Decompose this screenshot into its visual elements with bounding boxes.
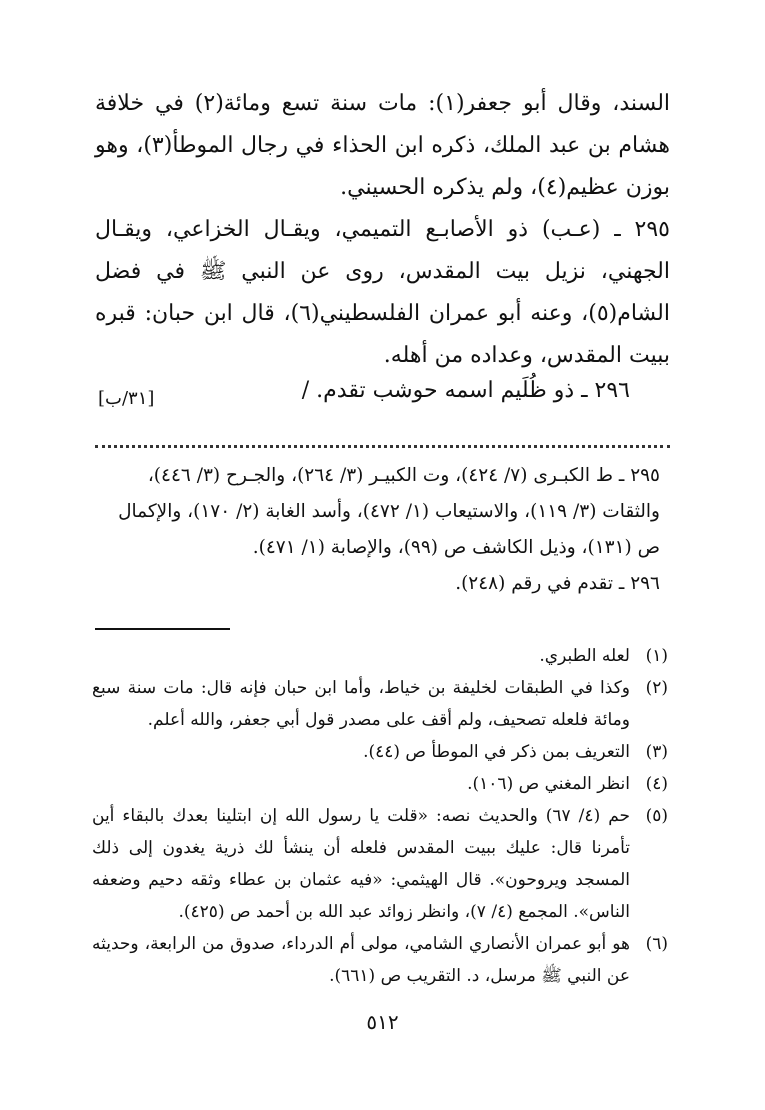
footnote (92, 768, 668, 800)
footnote-separator (95, 628, 230, 630)
footnote-number: (٢) (645, 678, 668, 698)
footnote-number: (٤) (645, 774, 668, 794)
intro-paragraph: السند، وقال أبو جعفر(١): مات سنة تسع ومائة(٢) في خلافة هشام بن عبد الملك، ذكره ابن الحذاء في رجال الموطأ(٣)، وهو بوزن عظيم(٤)، ولم يذكره الحسيني. (95, 91, 671, 200)
footnote-number: (٦) (645, 934, 668, 954)
footnote-text: انظر المغني ص (١٠٦). (467, 774, 630, 794)
page-number: ٥١٢ (366, 1010, 399, 1034)
footnote-number: (٥) (645, 806, 668, 826)
footnote (92, 800, 668, 928)
reference-295: ٢٩٥ ـ ط الكبـرى (٧/ ٤٢٤)، وت الكبيـر (٣/ ٢٦٤)، والجـرح (٣/ ٤٤٦)، والثقات (٣/ ١١٩)، والاستيعاب (١/ ٤٧٢)، وأسد الغابة (٢/ ١٧٠)، والإكمال ص (١٣١)، وذيل الكاشف ص (٩٩)، والإصابة (١/ ٤٧١). (118, 465, 660, 558)
footnote (92, 736, 668, 768)
dotted-separator (95, 445, 670, 448)
footnote-text: التعريف بمن ذكر في الموطأ ص (٤٤). (363, 742, 630, 762)
main-text (95, 83, 670, 377)
footnote-number: (٣) (645, 742, 668, 762)
reference-296: ٢٩٦ ـ تقدم في رقم (٢٤٨). (455, 573, 660, 594)
footnote-number: (١) (645, 646, 668, 666)
footnote (92, 672, 668, 736)
entry-295: ٢٩٥ ـ (عـب) ذو الأصابـع التميمي، ويقـال الخزاعي، ويقـال الجهني، نزيل بيت المقدس، روى عن النبي ﷺ في فضل الشام(٥)، وعنه أبو عمران الفلسطيني(٦)، قال ابن حبان: قبره ببيت المقدس، وعداده من أهله. (95, 217, 670, 368)
footnotes (92, 640, 668, 992)
footnote-text: لعله الطبري. (539, 646, 630, 666)
footnote (92, 640, 668, 672)
footnote-text: هو أبو عمران الأنصاري الشامي، مولى أم الدرداء، صدوق من الرابعة، وحديثه عن النبي ﷺ مرسل، د. التقريب ص (٦٦١). (92, 934, 630, 986)
references-block (95, 458, 660, 602)
folio-marker: [٣١/ب] (98, 388, 155, 409)
footnote (92, 928, 668, 992)
footnote-text: وكذا في الطبقات لخليفة بن خياط، وأما ابن حبان فإنه قال: مات سنة سبع ومائة فلعله تصحيف، ولم أقف على مصدر قول أبي جعفر، والله أعلم. (92, 678, 630, 730)
footnote-text: حم (٤/ ٦٧) والحديث نصه: «قلت يا رسول الله إن ابتلينا بعدك بالبقاء أين تأمرنا قال: عليك ببيت المقدس فلعله أن ينشأ لك ذرية يغدون إلى ذلك المسجد ويروحون». قال الهيثمي: «فيه عثمان بن عطاء وثقه دحيم وضعفه الناس». المجمع (٤/ ٧)، وانظر زوائد عبد الله بن أحمد ص (٤٢٥). (92, 806, 631, 922)
entry-296: ٢٩٦ ـ ذو ظُلَيم اسمه حوشب تقدم. / (301, 378, 630, 403)
